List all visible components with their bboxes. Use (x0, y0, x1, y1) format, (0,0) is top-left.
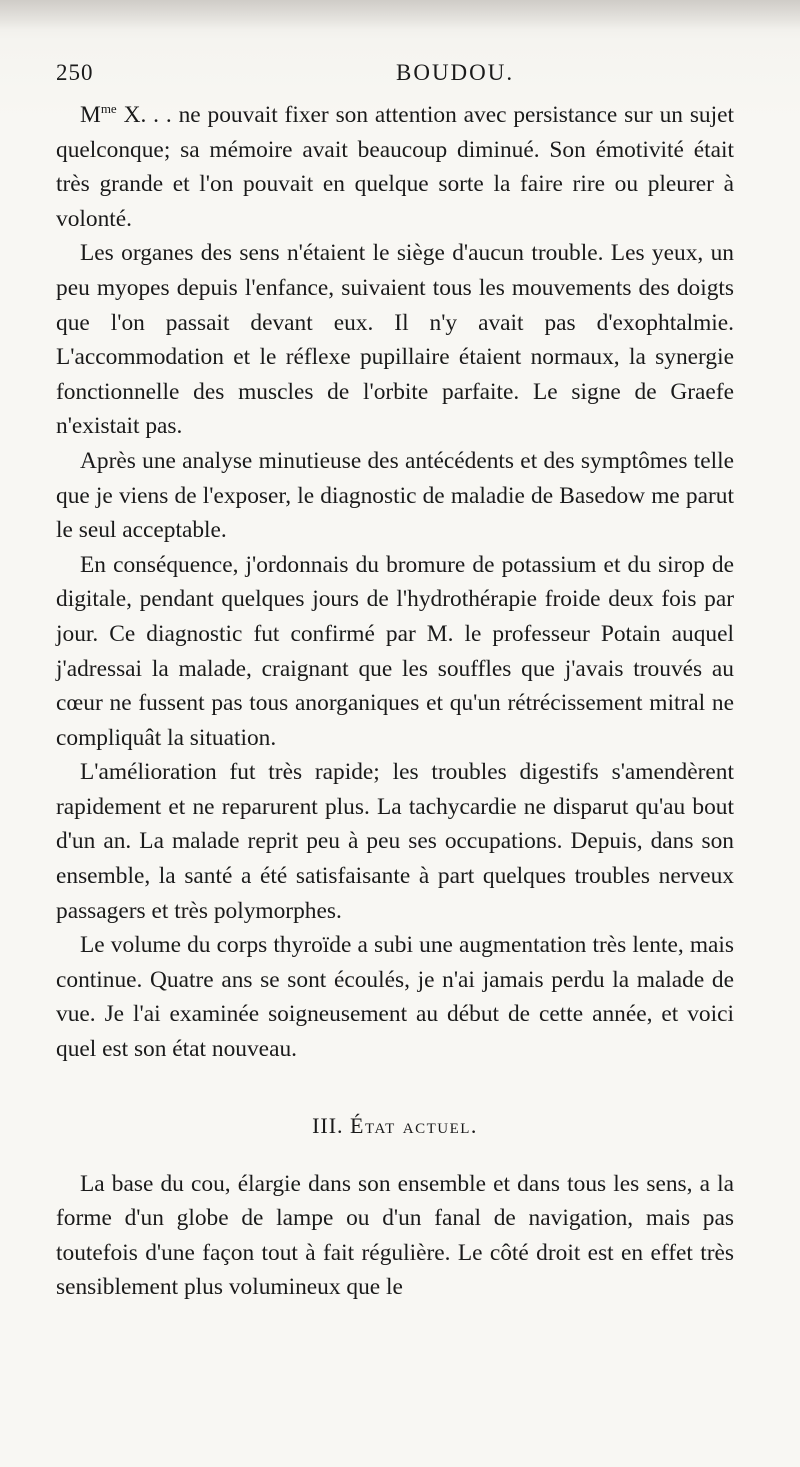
paragraph: La base du cou, élargie dans son ensemble et dans tous les sens, a la forme d'un globe de lampe ou d'un fanal de navigation, mais pas toutefois d'une façon tout à fait régulière. Le côté droit est en effet très sensiblement plus volumineux que le (56, 1170, 734, 1301)
paragraph: L'amélioration fut très rapide; les troubles digestifs s'amendèrent rapidement et ne reparurent plus. La tachycardie ne disparut qu'au bout d'un an. La malade reprit peu à peu ses occupations. Depuis, dans son ensemble, la santé a été satisfaisante à part quelques troubles nerveux passagers et très polymorphes. (56, 759, 734, 924)
page-header (56, 60, 736, 92)
running-head: BOUDOU. (396, 60, 515, 85)
honorific-superscript: me (100, 101, 117, 116)
paragraph (56, 98, 734, 236)
paragraph: En conséquence, j'ordonnais du bromure de potassium et du sirop de digitale, pendant quelques jours de l'hydrothérapie froide deux fois par jour. Ce diagnostic fut confirmé par M. le professeur Potain auquel j'adressai la malade, craignant que les souffles que j'avais trouvés au cœur ne fussent pas tous anorganiques et qu'un rétrécissement mitral ne compliquât la situation. (56, 551, 734, 751)
page-edge-shadow (0, 0, 800, 30)
section-numeral: III. (312, 1112, 344, 1138)
paragraph: Le volume du corps thyroïde a subi une augmentation très lente, mais continue. Quatre ans se sont écoulés, je n'ai jamais perdu la malade de vue. Je l'ai examinée soigneusement au début de cette année, et voici quel est son état nouveau. (56, 932, 734, 1063)
paragraph-text: X. . . ne pouvait fixer son attention avec persistance sur un sujet quelconque; sa mémoire avait beaucoup diminué. Son émotivité était très grande et l'on pouvait en quelque sorte la faire rire ou pleurer à volonté. (56, 102, 734, 232)
paragraph: Après une analyse minutieuse des antécédents et des symptômes telle que je viens de l'exposer, le diagnostic de maladie de Basedow me parut le seul acceptable. (56, 447, 734, 544)
page-number: 250 (56, 60, 94, 85)
honorific: M (80, 102, 101, 128)
paragraph: Les organes des sens n'étaient le siège d'aucun trouble. Les yeux, un peu myopes depuis l'enfance, suivaient tous les mouvements des doigts que l'on passait devant eux. Il n'y avait pas d'exophtalmie. L'accommodation et le réflexe pupillaire étaient normaux, la synergie fonctionnelle des muscles de l'orbite parfaite. Le signe de Graefe n'existait pas. (56, 240, 734, 440)
section-heading (56, 1111, 734, 1141)
section-title: État actuel. (350, 1112, 478, 1138)
body-text (56, 98, 734, 1305)
